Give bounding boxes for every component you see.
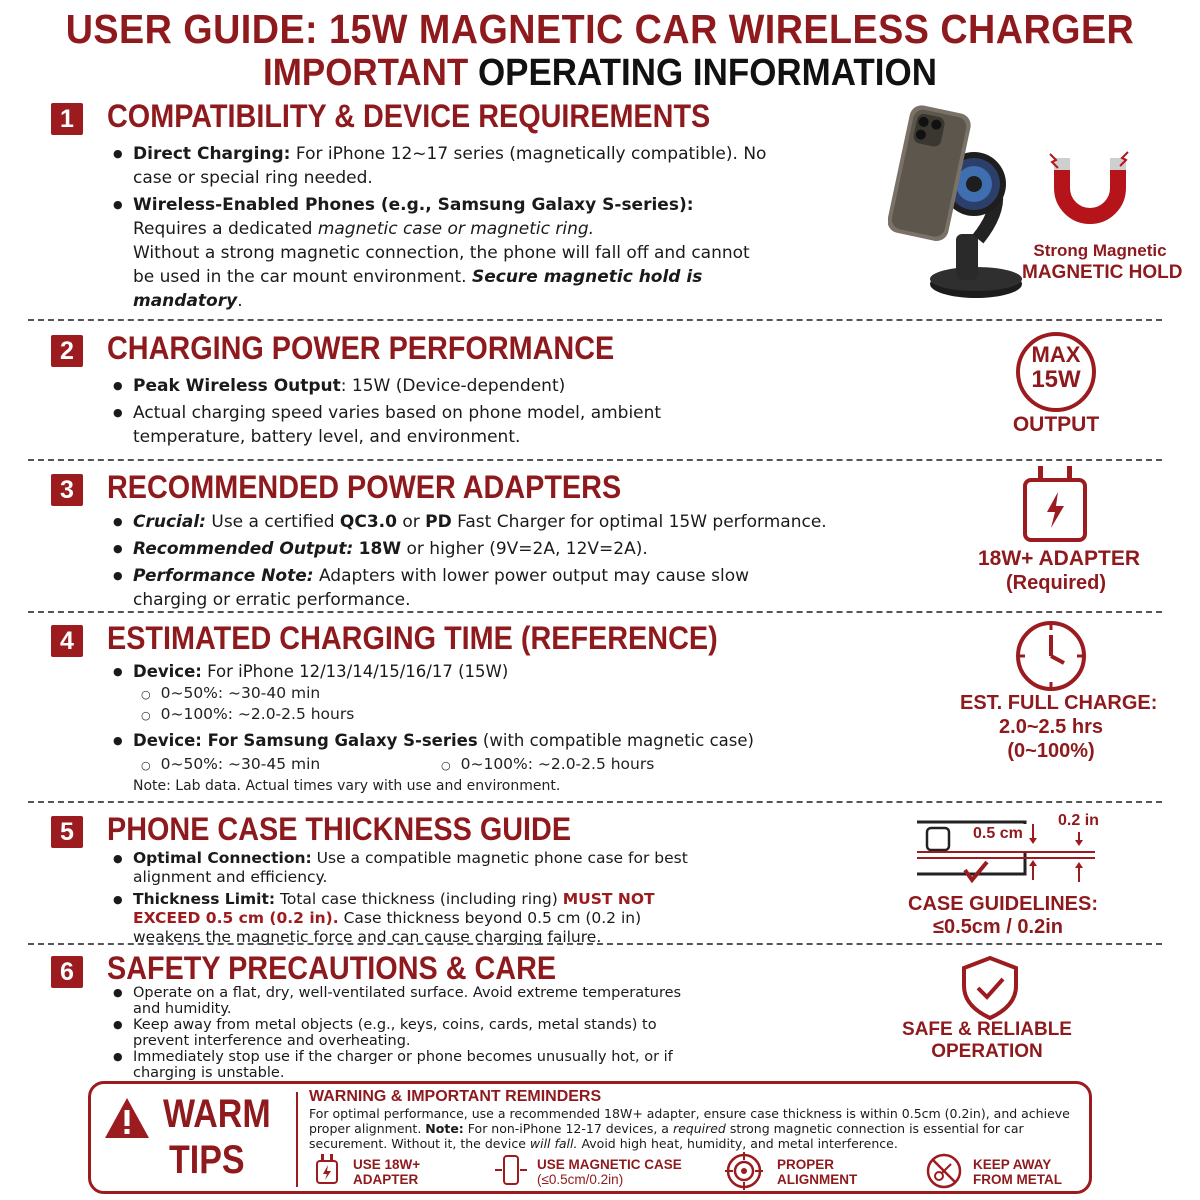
section-3-list bbox=[111, 510, 871, 615]
section-3-number: 3 bbox=[51, 474, 83, 506]
list-item: ● Device: For iPhone 12/13/14/15/16/17 (15W) bbox=[111, 660, 871, 684]
section-2-list bbox=[111, 374, 711, 452]
case-caption-1: CASE GUIDELINES: bbox=[908, 893, 1099, 915]
list-item: ● Performance Note: Adapters with lower power output may cause slow charging or erratic performance. bbox=[111, 564, 761, 612]
subtitle-operating: OPERATING INFORMATION bbox=[477, 52, 937, 94]
list-item: ● Thickness Limit: Total case thickness (including ring) MUST NOT EXCEED 0.5 cm (0.2 in). Case thickness beyond 0.5 cm (0.2 in) weakens the magnetic force and can cause charging failure. bbox=[111, 890, 711, 947]
list-item: ● Device: For Samsung Galaxy S-series (with compatible magnetic case) bbox=[111, 729, 871, 753]
full-charge-caption-2: 2.0~2.5 hrs bbox=[999, 716, 1103, 738]
section-1-title: COMPATIBILITY & DEVICE REQUIREMENTS bbox=[107, 98, 711, 134]
case-dim-cm: 0.5 cm bbox=[973, 825, 1023, 842]
shield-check-icon bbox=[956, 954, 1024, 1022]
section-3-title: RECOMMENDED POWER ADAPTERS bbox=[107, 469, 622, 505]
safe-caption-1: SAFE & RELIABLE bbox=[902, 1019, 1072, 1040]
safe-caption-2: OPERATION bbox=[931, 1041, 1043, 1062]
list-item: ○ 0~50%: ~30-40 min bbox=[141, 683, 320, 705]
list-item: ○ 0~100%: ~2.0-2.5 hours bbox=[141, 704, 354, 726]
section-6-title: SAFETY PRECAUTIONS & CARE bbox=[107, 950, 557, 986]
list-item: ● Crucial: Use a certified QC3.0 or PD Fast Charger for optimal 15W performance. bbox=[111, 510, 871, 534]
section-2-title: CHARGING POWER PERFORMANCE bbox=[107, 330, 615, 366]
adapter-icon bbox=[1020, 464, 1090, 544]
list-item: ● Optimal Connection: Use a compatible magnetic phone case for best alignment and efficiency. bbox=[111, 849, 711, 887]
full-charge-caption-1: EST. FULL CHARGE: bbox=[960, 692, 1158, 714]
section-divider bbox=[28, 611, 1162, 613]
list-item: ● Peak Wireless Output: 15W (Device-dependent) bbox=[111, 374, 711, 398]
list-item: ● Recommended Output: 18W or higher (9V=2A, 12V=2A). bbox=[111, 537, 871, 561]
no-metal-icon bbox=[925, 1152, 963, 1190]
adapter-caption-1: 18W+ ADAPTER bbox=[978, 547, 1141, 570]
section-4-list-2 bbox=[111, 729, 871, 756]
adapter-caption-2: (Required) bbox=[1006, 572, 1106, 594]
page-subtitle bbox=[48, 52, 1152, 95]
alignment-target-icon bbox=[725, 1152, 763, 1190]
max-label: MAX bbox=[1031, 342, 1081, 367]
section-1-number: 1 bbox=[51, 103, 83, 135]
section-1-list bbox=[111, 142, 771, 316]
list-item: ● Actual charging speed varies based on phone model, ambient temperature, battery level, and environment. bbox=[111, 401, 711, 449]
section-4-number: 4 bbox=[51, 625, 83, 657]
phone-case-icon bbox=[493, 1154, 529, 1188]
list-item: ○ 0~50%: ~30-45 min bbox=[141, 754, 320, 776]
warning-heading: WARNING & IMPORTANT REMINDERS bbox=[309, 1088, 602, 1105]
list-item: ● Operate on a flat, dry, well-ventilated surface. Avoid extreme temperatures and humidity. bbox=[111, 985, 711, 1017]
section-2-number: 2 bbox=[51, 335, 83, 367]
magnet-caption-1: Strong Magnetic bbox=[1033, 241, 1167, 260]
case-dim-in: 0.2 in bbox=[1058, 812, 1099, 829]
magnet-caption-2: MAGNETIC HOLD bbox=[1022, 262, 1183, 283]
page-title: USER GUIDE: 15W MAGNETIC CAR WIRELESS CHARGER bbox=[65, 6, 1135, 52]
list-item: ● Keep away from metal objects (e.g., keys, coins, cards, metal stands) to prevent interference and overheating. bbox=[111, 1017, 711, 1049]
subtitle-important: IMPORTANT bbox=[263, 52, 469, 94]
section-5-number: 5 bbox=[51, 816, 83, 848]
list-item: ○ 0~100%: ~2.0-2.5 hours bbox=[441, 754, 654, 776]
list-item: ● Direct Charging: For iPhone 12~17 series (magnetically compatible). No case or special ring needed. bbox=[111, 142, 771, 190]
section-divider bbox=[28, 801, 1162, 803]
clock-icon bbox=[1014, 619, 1088, 693]
charging-note: Note: Lab data. Actual times vary with use and environment. bbox=[133, 778, 561, 794]
max-output-badge-icon bbox=[1016, 332, 1096, 412]
tip-proper-alignment: PROPER ALIGNMENT bbox=[777, 1157, 858, 1187]
warning-text: For optimal performance, use a recommended 18W+ adapter, ensure case thickness is within 0.5cm (0.2in), and achieve proper alignment. Note: For non-iPhone 12-17 devices, a required strong magnetic connection is essential for car securement. Without it, the device will fall. Avoid high heat, humidity, and metal interference. bbox=[309, 1106, 1070, 1151]
section-divider bbox=[28, 943, 1162, 945]
warm-tips-divider bbox=[296, 1092, 298, 1187]
section-6-number: 6 bbox=[51, 956, 83, 988]
magnet-icon bbox=[1040, 150, 1140, 230]
full-charge-caption-3: (0~100%) bbox=[1007, 740, 1095, 762]
tip-use-adapter: USE 18W+ ADAPTER bbox=[353, 1157, 421, 1187]
warm-word: WARM bbox=[163, 1092, 271, 1136]
section-6-list bbox=[111, 985, 711, 1081]
warm-tips-box bbox=[88, 1081, 1092, 1194]
case-caption-2: ≤0.5cm / 0.2in bbox=[933, 916, 1063, 938]
max-value: 15W bbox=[1031, 366, 1081, 393]
list-item: ● Wireless-Enabled Phones (e.g., Samsung Galaxy S-series): Requires a dedicated magnetic case or magnetic ring. Without a strong magnetic connection, the phone will fall off and cannot be used in the car mount environment. Secure magnetic hold is mandatory. bbox=[111, 193, 771, 313]
section-4-title: ESTIMATED CHARGING TIME (REFERENCE) bbox=[107, 620, 718, 656]
adapter-icon bbox=[315, 1154, 339, 1188]
warning-triangle-icon bbox=[103, 1096, 151, 1140]
section-divider bbox=[28, 319, 1162, 321]
section-5-list bbox=[111, 849, 711, 950]
tips-word: TIPS bbox=[169, 1138, 245, 1182]
list-item: ● Immediately stop use if the charger or phone becomes unusually hot, or if charging is unstable. bbox=[111, 1049, 711, 1081]
tip-keep-away-metal: KEEP AWAY FROM METAL bbox=[973, 1157, 1062, 1187]
tip-magnetic-case: USE MAGNETIC CASE (≤0.5cm/0.2in) bbox=[537, 1157, 682, 1187]
output-caption: OUTPUT bbox=[1012, 413, 1100, 436]
section-5-title: PHONE CASE THICKNESS GUIDE bbox=[107, 811, 572, 847]
car-mount-phone-image bbox=[888, 104, 1038, 314]
section-divider bbox=[28, 459, 1162, 461]
